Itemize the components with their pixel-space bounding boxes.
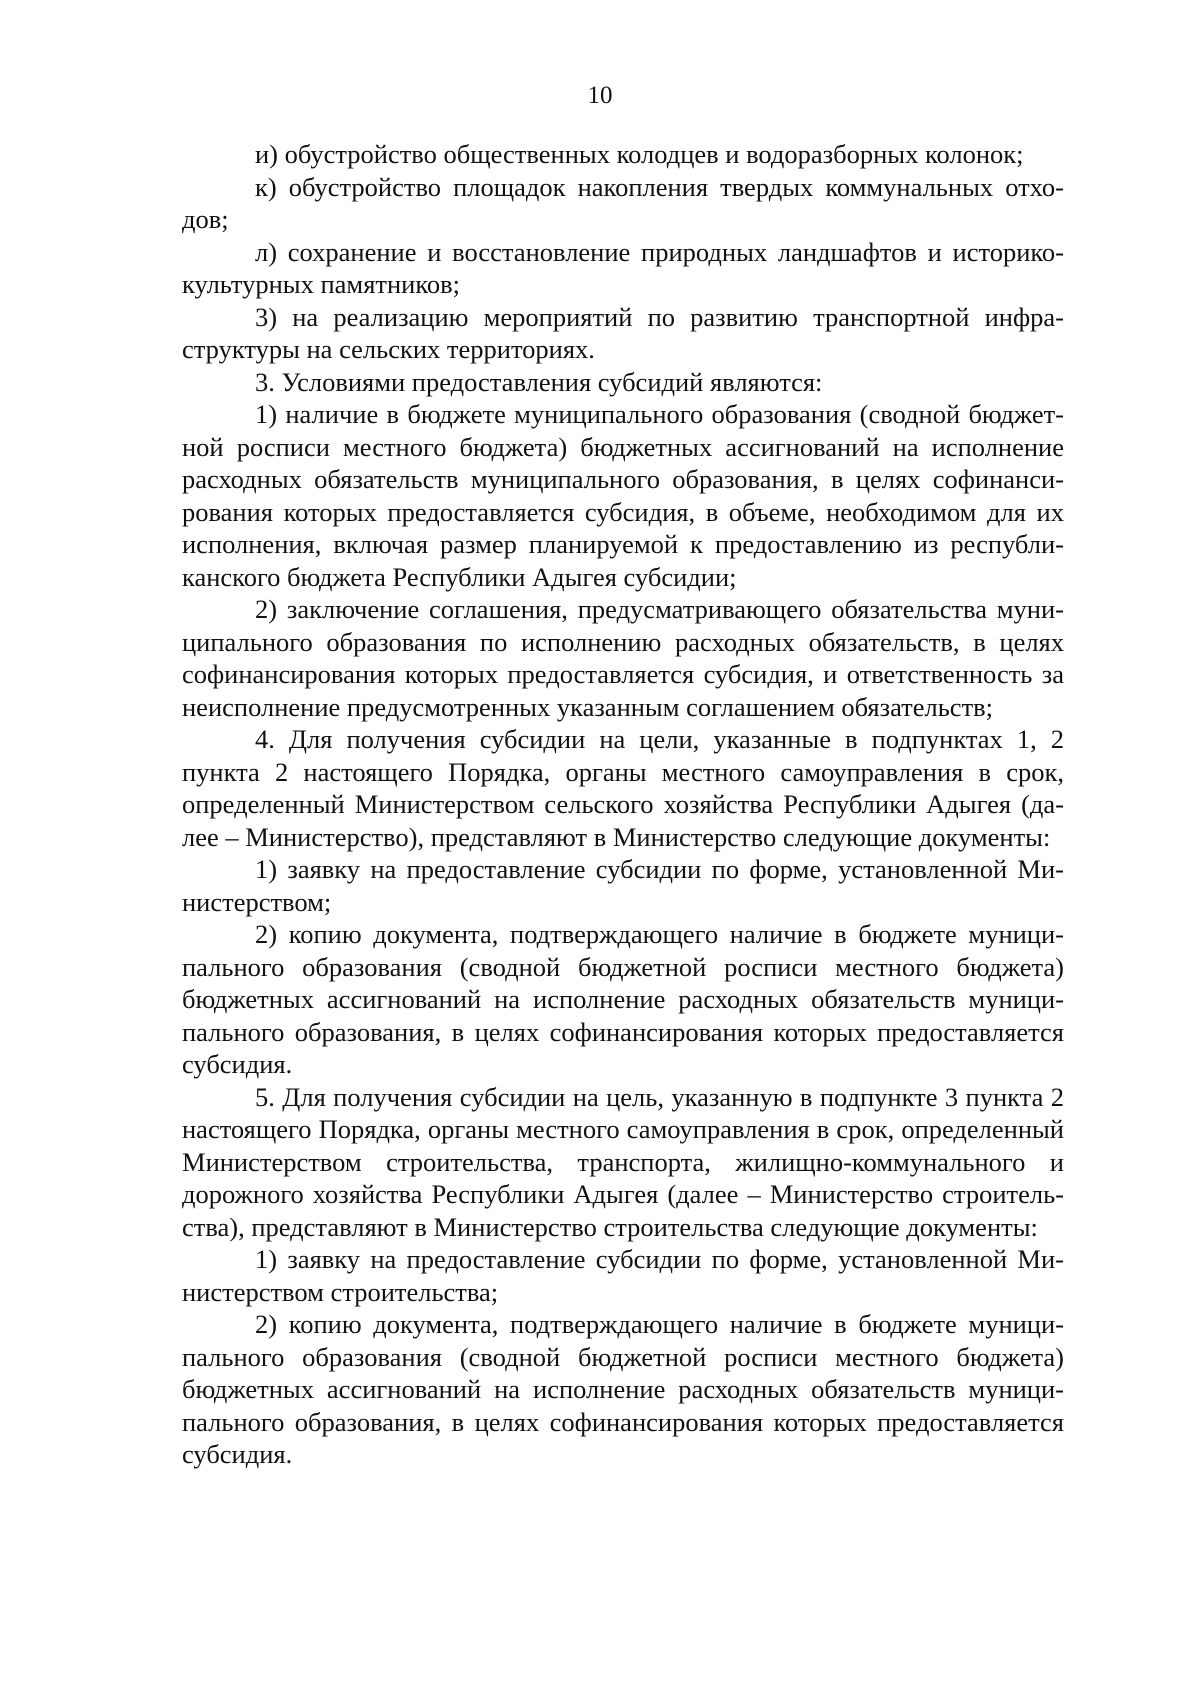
section-4: 4. Для получения субсидии на цели, указанные в подпунктах 1, 2 пункта 2 настоящего Порядка, органы местного самоуправления в срок, определенный Министерством сельского хозяйства Республики Адыгея (далее – Министерство), представляют в Министерство следующие документы:: [182, 724, 1064, 852]
section-4-doc-2: 2) копию документа, подтверждающего наличие в бюджете муниципального образования (сводной бюджетной росписи местного бюджета) бюджетных ассигнований на исполнение расходных обязательств муниципального образования, в целях софинансирования которых предоставляется субсидия.: [182, 919, 1064, 1079]
list-item-k: к) обустройство площадок накопления твердых коммунальных отходов;: [182, 171, 1064, 234]
subitem-3: 3) на реализацию мероприятий по развитию транспортной инфраструктуры на сельских территориях.: [182, 301, 1064, 364]
section-5: 5. Для получения субсидии на цель, указанную в подпункте 3 пункта 2 настоящего Порядка, органы местного самоуправления в срок, определенный Министерством строительства, транспорта, жилищно-коммунального и дорожного хозяйства Республики Адыгея (далее – Министерство строительства), представляют в Министерство строительства следующие документы:: [182, 1081, 1064, 1242]
section-5-doc-1: 1) заявку на предоставление субсидии по форме, установленной Министерством строительства;: [182, 1244, 1064, 1307]
list-item-i: и) обустройство общественных колодцев и водоразборных колонок;: [255, 139, 1024, 169]
condition-1: 1) наличие в бюджете муниципального образования (сводной бюджетной росписи местного бюджета) бюджетных ассигнований на исполнение расходных обязательств муниципального образования, в целях софинансирования которых предоставляется субсидия, в объеме, необходимом для их исполнения, включая размер планируемой к предоставлению из республиканского бюджета Республики Адыгея субсидии;: [182, 399, 1064, 592]
section-3-heading: 3. Условиями предоставления субсидий являются:: [255, 366, 823, 397]
page-number: 10: [587, 82, 613, 109]
condition-2: 2) заключение соглашения, предусматривающего обязательства муниципального образования по исполнению расходных обязательств, в целях софинансирования которых предоставляется субсидия, и ответственность за неисполнение предусмотренных указанным соглашением обязательств;: [182, 594, 1064, 722]
list-item-l: л) сохранение и восстановление природных ландшафтов и историкокультурных памятников;: [182, 236, 1064, 299]
section-4-doc-1: 1) заявку на предоставление субсидии по форме, установленной Министерством;: [182, 854, 1064, 917]
document-body: [182, 138, 1064, 1471]
section-5-doc-2: 2) копию документа, подтверждающего наличие в бюджете муниципального образования (сводной бюджетной росписи местного бюджета) бюджетных ассигнований на исполнение расходных обязательств муниципального образования, в целях софинансирования которых предоставляется субсидия.: [182, 1309, 1064, 1469]
